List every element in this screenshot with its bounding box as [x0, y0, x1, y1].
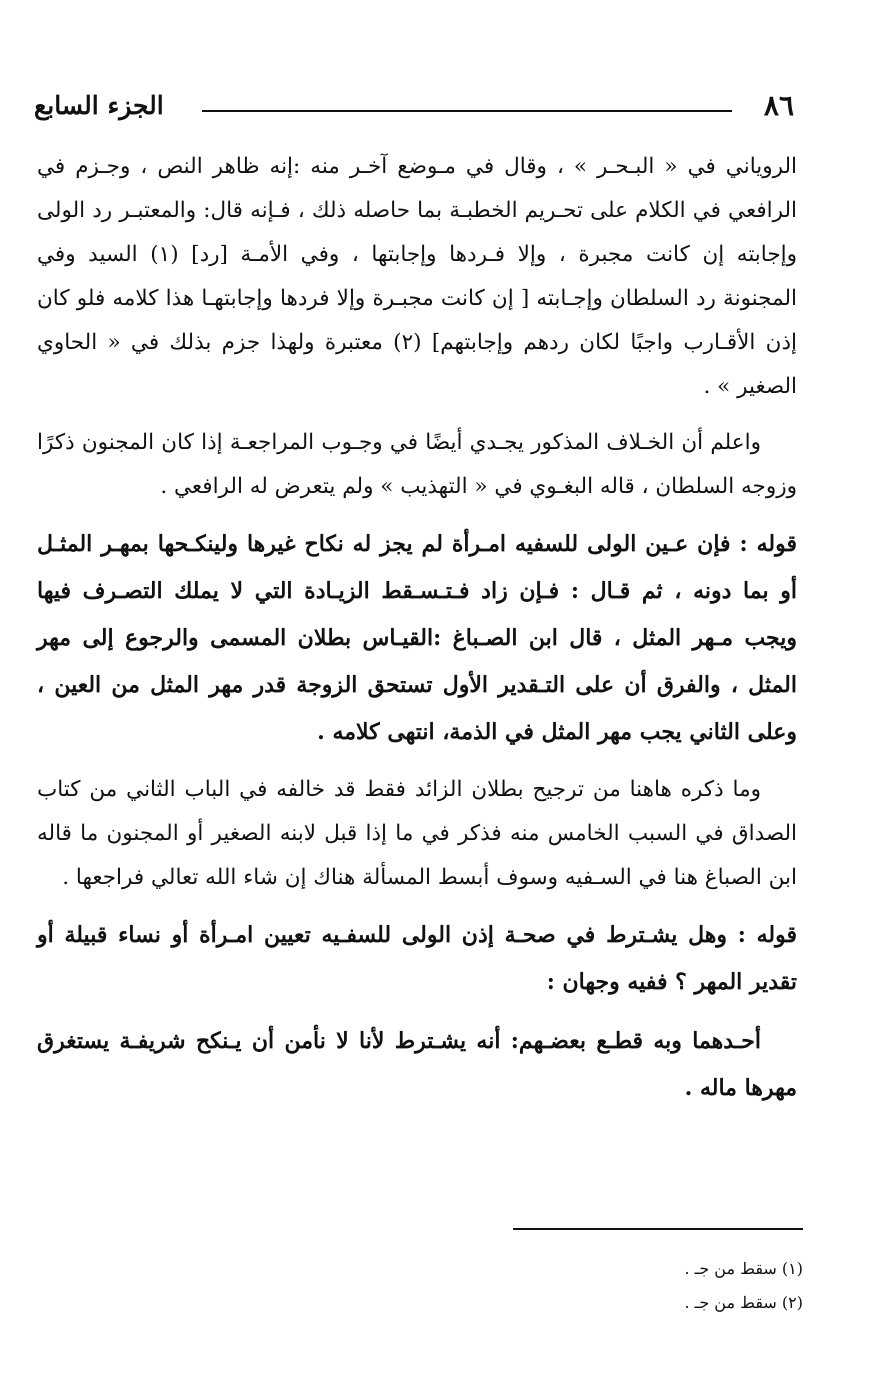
- paragraph: واعلم أن الخـلاف المذكور يجـدي أيضًا في وجـوب المراجعـة إذا كان المجنون ذكرًا وزوجه السلطان ، قاله البغـوي في « التهذيب » ولم يتعرض له الرافعي .: [37, 430, 797, 499]
- quoted-paragraph: أحـدهما وبه قطـع بعضـهم: أنه يشـترط لأنا لا نأمن أن يـنكح شريفـة يستغرق مهرها ماله .: [37, 1028, 797, 1101]
- running-title: الجزء السابع: [34, 91, 164, 120]
- quoted-paragraph: قوله : فإن عـين الولى للسفيه امـرأة لم يجز له نكاح غيرها ولينكـحها بمهـر المثـل أو بما دونه ، ثم قـال : فـإن زاد فـتـسـقط الزيـادة التي لا يملك التصـرف فيها ويجب مـهر المثل ، قال ابن الصـباغ :القيـاس بطلان المسمى والرجوع إلى مهر المثل ، والفرق أن على التـقدير الأول تستحق الزوجة قدر مهر المثل من العين ، وعلى الثاني يجب مهر المثل في الذمة، انتهى كلامه .: [37, 531, 797, 745]
- page-number: ٨٦: [763, 89, 794, 122]
- quoted-paragraph: قوله : وهل يشـترط في صحـة إذن الولى للسفـيه تعيين امـرأة أو نساء قبيلة أو تقدير المهر ؟ ففيه وجهان :: [37, 922, 797, 995]
- footnote: (١) سقط من جـ .: [684, 1259, 803, 1278]
- body-text: [37, 145, 797, 1124]
- footnote: (٢) سقط من جـ .: [684, 1293, 803, 1312]
- footnotes: [303, 1252, 803, 1320]
- footnote-rule: [513, 1228, 803, 1230]
- paragraph: الروياني في « البـحـر » ، وقال في مـوضع آخـر منه :إنه ظاهر النص ، وجـزم في الرافعي في الكلام على تحـريم الخطبـة بما حاصله ذلك ، فـإنه قال: والمعتبـر رد الولى وإجابته إن كانت مجبرة ، وإلا فـردها وإجابتها ، وفي الأمـة [رد] (١) السيد وفي المجنونة رد السلطان وإجـابته [ إن كانت مجبـرة وإلا فردها وإجابتهـا هذا كلامه فلو كان إذن الأقـارب واجبًا لكان ردهم وإجابتهم] (٢) معتبرة ولهذا جزم بذلك في « الحاوي الصغير » .: [37, 154, 798, 399]
- header-rule: [202, 110, 732, 112]
- page-header: [34, 88, 794, 128]
- paragraph: وما ذكره هاهنا من ترجيح بطلان الزائد فقط قد خالفه في الباب الثاني من كتاب الصداق في السبب الخامس منه فذكر في ما إذا قبل لابنه الصغير أو المجنون ما قاله ابن الصباغ هنا في السـفيه وسوف أبسط المسألة هناك إن شاء الله تعالي فراجعها .: [37, 777, 797, 890]
